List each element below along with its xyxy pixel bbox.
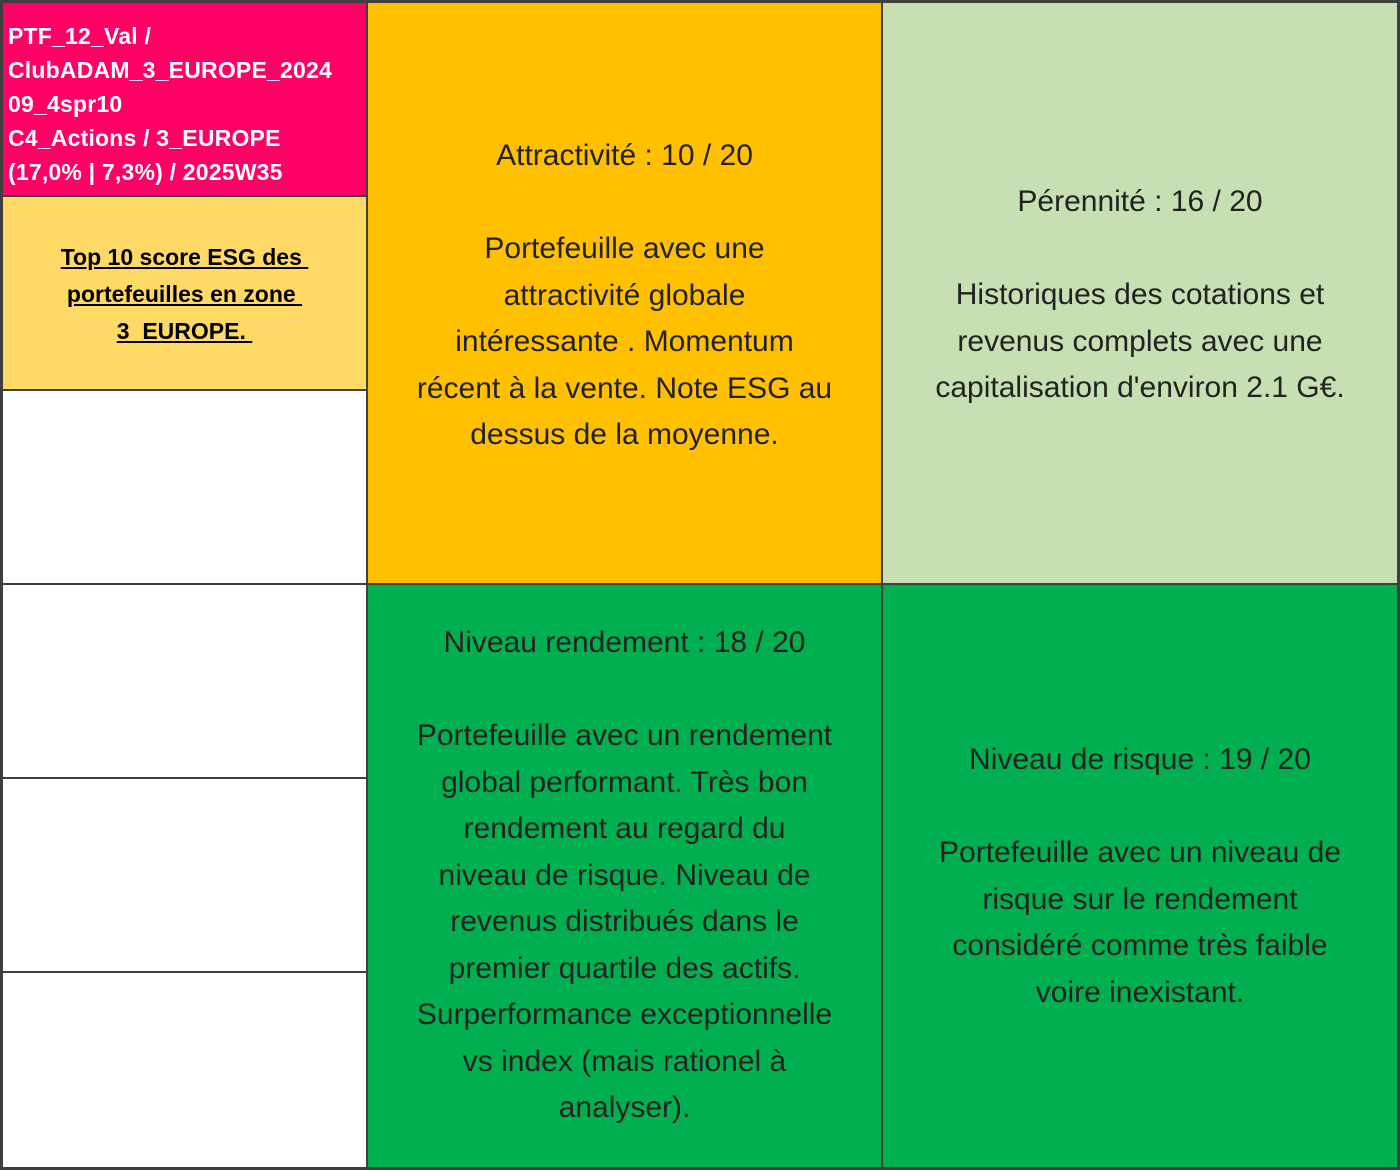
empty-cell — [2, 584, 367, 778]
empty-cell — [2, 972, 367, 1168]
rendement-text-line: Portefeuille avec un rendement — [416, 719, 833, 752]
empty-cell — [2, 390, 367, 584]
rendement-text-line: rendement au regard du — [463, 812, 786, 845]
rendement-text-line: revenus distribués dans le — [450, 905, 799, 938]
attractivite-text-line: attractivité globale — [503, 278, 746, 312]
perennite-text-line: revenus complets avec une — [957, 324, 1323, 358]
perennite-panel — [882, 2, 1398, 584]
risque-text-line: Portefeuille avec un niveau de — [939, 836, 1341, 869]
perennite-text-line: Historiques des cotations et — [955, 278, 1325, 311]
top10-line: Top 10 score ESG des — [60, 244, 309, 270]
perennite-title: Pérennité : 16 / 20 — [1017, 185, 1263, 218]
attractivite-text-line: Portefeuille avec une — [484, 232, 765, 265]
empty-cell — [2, 778, 367, 972]
rendement-title: Niveau rendement : 18 / 20 — [443, 626, 806, 659]
top10-line: 3_EUROPE. — [116, 318, 253, 344]
attractivite-text-line: intéressante . Momentum — [455, 325, 794, 358]
top10-esg-note — [2, 196, 367, 390]
risque-text-line: voire inexistant. — [1035, 975, 1245, 1009]
rendement-text-line: vs index (mais rationel à — [462, 1044, 787, 1078]
risque-panel — [882, 584, 1398, 1168]
attractivite-title: Attractivité : 10 / 20 — [496, 139, 753, 172]
header-line: PTF_12_Val / — [8, 23, 152, 49]
attractivite-text-line: récent à la vente. Note ESG au — [416, 371, 833, 405]
portfolio-header — [2, 2, 367, 196]
rendement-panel — [367, 584, 882, 1168]
header-line: (17,0% | 7,3%) / 2025W35 — [8, 159, 283, 185]
risque-text-line: risque sur le rendement — [982, 882, 1298, 916]
top10-line: portefeuilles en zone — [66, 281, 303, 307]
attractivite-text-line: dessus de la moyenne. — [470, 418, 779, 451]
attractivite-panel — [367, 2, 882, 584]
risque-title: Niveau de risque : 19 / 20 — [969, 743, 1311, 776]
rendement-text-line: global performant. Très bon — [441, 765, 808, 799]
rendement-text-line: premier quartile des actifs. — [448, 951, 801, 985]
header-line: 09_4spr10 — [8, 91, 123, 117]
rendement-text-line: analyser). — [558, 1091, 691, 1124]
header-line: ClubADAM_3_EUROPE_2024 — [8, 57, 332, 83]
perennite-text-line: capitalisation d'environ 2.1 G€. — [935, 371, 1345, 404]
rendement-text-line: Surperformance exceptionnelle — [416, 998, 833, 1031]
risque-text-line: considéré comme très faible — [952, 929, 1328, 962]
header-line: C4_Actions / 3_EUROPE — [8, 125, 281, 151]
rendement-text-line: niveau de risque. Niveau de — [438, 858, 811, 892]
